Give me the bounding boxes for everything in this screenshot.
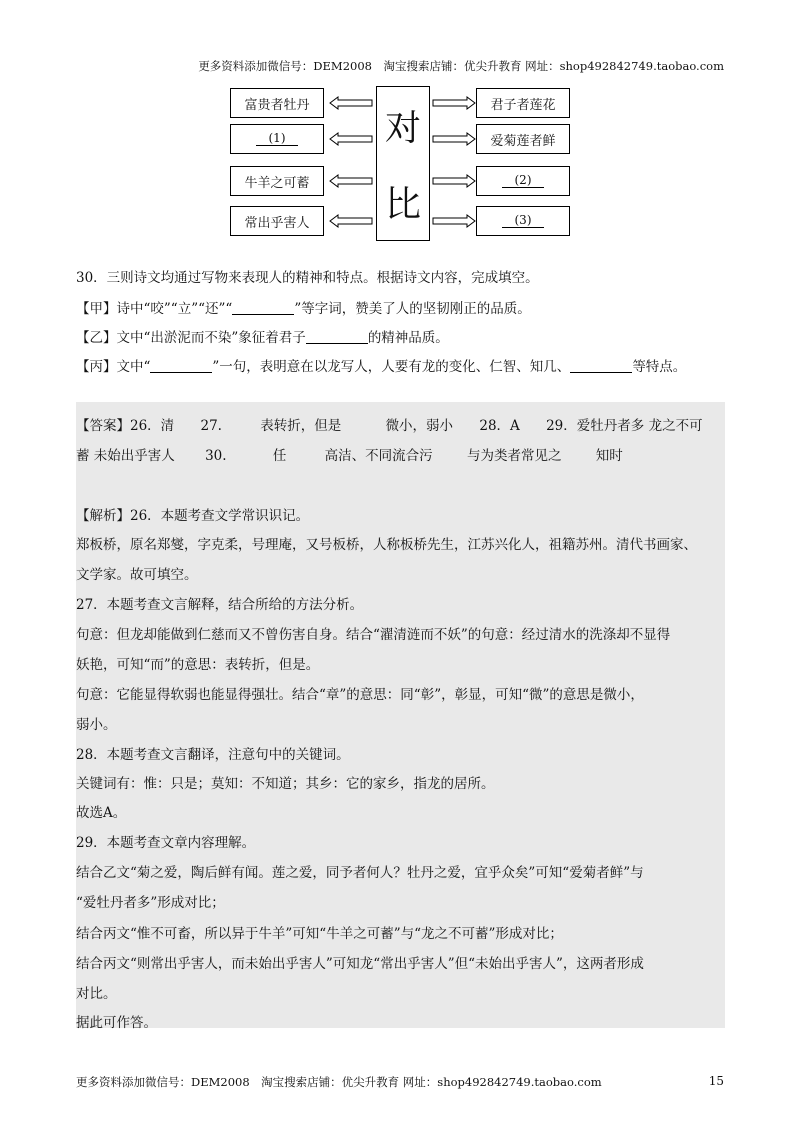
bing-text-b: ”一句，表明意在以龙写人，人要有龙的变化、仁智、知几、 — [212, 359, 571, 375]
question-30-intro: 30．三则诗文均通过写物来表现人的精神和特点。根据诗文内容，完成填空。 — [76, 270, 539, 286]
yi-text-b: 的精神品质。 — [367, 330, 449, 346]
answer-label: 【答案】 — [76, 418, 130, 434]
left-box-3-text: 牛羊之可蓄 — [244, 175, 310, 191]
page-header: 更多资料添加微信号：DEM2008 淘宝搜索店铺：优尖升教育 网址：shop492842749.taobao.com — [198, 59, 724, 73]
analysis-line: 弱小。 — [76, 717, 117, 733]
answer-line-2 — [76, 444, 623, 464]
right-box-4 — [476, 206, 570, 236]
question-30-bing — [76, 355, 686, 375]
answer-29-cont: 蓄 未始出乎害人 — [76, 448, 175, 464]
question-30-jia — [76, 297, 531, 317]
right-arrow-icon — [432, 214, 476, 228]
answer-30-c: 与为类者常见之 — [466, 448, 562, 464]
answer-27-b: 微小，弱小 — [385, 418, 454, 434]
bing-text-a: 【丙】文中“ — [76, 359, 151, 375]
contrast-center-box — [376, 86, 430, 241]
answer-27-a: 表转折，但是 — [260, 418, 342, 434]
right-box-2-text: 爱菊莲者鲜 — [490, 133, 556, 149]
left-box-1 — [230, 88, 324, 118]
contrast-diagram — [230, 84, 570, 246]
answer-28: 28．A — [479, 418, 520, 434]
left-arrow-icon — [329, 214, 373, 228]
answer-27: 27. — [200, 418, 222, 434]
analysis-line: 郑板桥，原名郑燮，字克柔，号理庵，又号板桥，人称板桥先生，江苏兴化人，祖籍苏州。清代书画家、 — [76, 537, 697, 553]
bing-text-c: 等特点。 — [632, 359, 687, 375]
left-box-1-text: 富贵者牡丹 — [244, 97, 310, 113]
left-arrow-icon — [329, 174, 373, 188]
right-box-1 — [476, 88, 570, 118]
center-char-1: 对 — [384, 107, 421, 149]
right-arrow-icon — [432, 174, 476, 188]
analysis-line: 文学家。故可填空。 — [76, 567, 198, 583]
answer-30: 30. — [205, 448, 227, 464]
left-box-3 — [230, 166, 324, 196]
analysis-line: 关键词有：惟：只是；莫知：不知道；其乡：它的家乡，指龙的居所。 — [76, 776, 495, 792]
right-box-2 — [476, 124, 570, 154]
analysis-line: 27．本题考查文言解释，结合所给的方法分析。 — [76, 597, 364, 613]
fill-blank — [570, 358, 632, 373]
analysis-line: 对比。 — [76, 986, 117, 1002]
analysis-line: 故选A。 — [76, 805, 127, 821]
answer-30-b: 高洁、不同流合污 — [324, 448, 433, 464]
left-box-4 — [230, 206, 324, 236]
jia-text-a: 【甲】诗中“咬”“立”“还”“ — [76, 301, 233, 317]
right-arrow-icon — [432, 132, 476, 146]
right-arrow-icon — [432, 96, 476, 110]
left-box-4-text: 常出乎害人 — [244, 215, 310, 231]
fill-blank — [150, 358, 212, 373]
yi-text-a: 【乙】文中“出淤泥而不染”象征着君子 — [76, 330, 306, 346]
answer-30-d: 知时 — [595, 448, 623, 464]
left-arrow-icon — [329, 96, 373, 110]
right-box-3 — [476, 166, 570, 196]
blank-1: (1) — [256, 132, 298, 146]
center-char-2: 比 — [384, 184, 421, 226]
question-30-yi — [76, 326, 449, 346]
blank-2: (2) — [502, 174, 544, 188]
answer-26: 26．清 — [130, 418, 175, 434]
answer-30-a: 任 — [272, 448, 287, 464]
analysis-line: “爱牡丹者多”形成对比； — [76, 895, 225, 911]
analysis-line: 结合丙文“则常出乎害人，而未始出乎害人”可知龙“常出乎害人”但“未始出乎害人”，这两者形成 — [76, 956, 644, 972]
analysis-line: 句意：它能显得软弱也能显得强壮。结合“章”的意思：同“彰”，彰显，可知“微”的意思是微小， — [76, 687, 644, 703]
analysis-line: 据此可作答。 — [76, 1015, 157, 1031]
left-box-2 — [230, 124, 324, 154]
analysis-line: 结合乙文“菊之爱，陶后鲜有闻。莲之爱，同予者何人？牡丹之爱，宜乎众矣”可知“爱菊者鲜”与 — [76, 865, 644, 881]
right-box-1-text: 君子者莲花 — [490, 97, 556, 113]
analysis-line: 28．本题考查文言翻译，注意句中的关键词。 — [76, 747, 350, 763]
answer-line-1 — [76, 414, 703, 434]
analysis-line: 29．本题考查文章内容理解。 — [76, 835, 256, 851]
fill-blank — [232, 300, 294, 315]
analysis-line: 【解析】26．本题考查文学常识识记。 — [76, 508, 310, 524]
analysis-line: 妖艳，可知“而”的意思：表转折，但是。 — [76, 657, 320, 673]
answer-29: 29．爱牡丹者多 龙之不可 — [546, 418, 703, 434]
fill-blank — [306, 329, 368, 344]
left-arrow-icon — [329, 132, 373, 146]
analysis-line: 句意：但龙却能做到仁慈而又不曾伤害自身。结合“濯清涟而不妖”的句意：经过清水的洗涤却不显得 — [76, 627, 671, 643]
page-number: 15 — [708, 1074, 724, 1088]
jia-text-b: ”等字词，赞美了人的坚韧刚正的品质。 — [294, 301, 531, 317]
page-footer: 更多资料添加微信号：DEM2008 淘宝搜索店铺：优尖升教育 网址：shop492842749.taobao.com — [76, 1075, 602, 1089]
blank-3: (3) — [502, 214, 544, 228]
analysis-line: 结合丙文“惟不可畜，所以异于牛羊”可知“牛羊之可蓄”与“龙之不可蓄”形成对比； — [76, 926, 563, 942]
